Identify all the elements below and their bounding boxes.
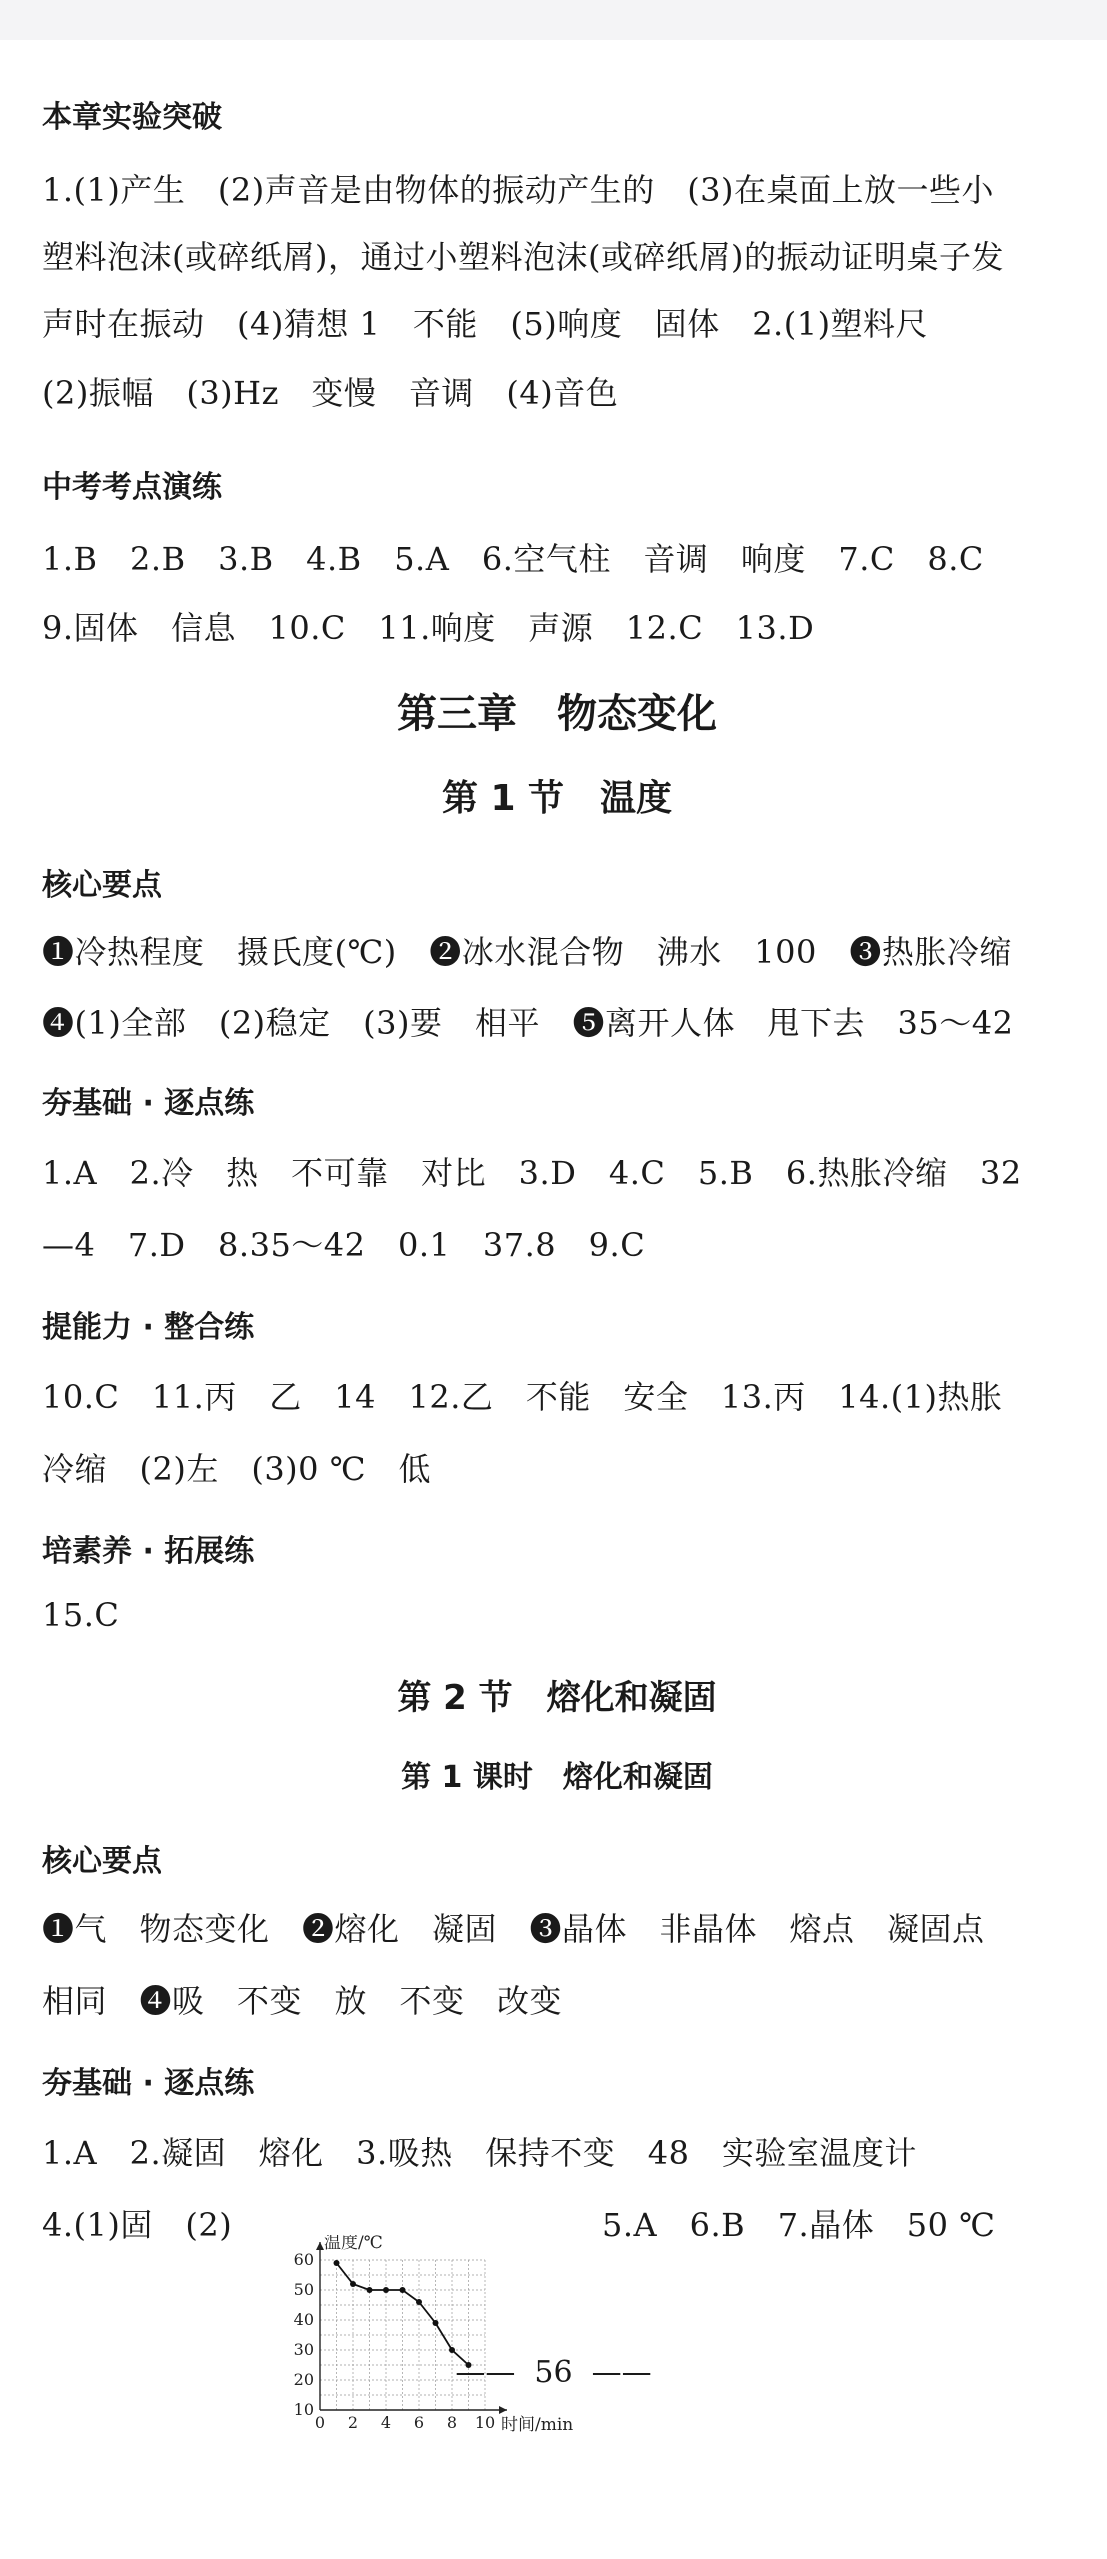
section-heading-basic: 夯基础 · 逐点练 bbox=[42, 1086, 255, 1121]
x-tick-label: 4 bbox=[380, 2413, 392, 2432]
section-heading-ability: 提能力 · 整合练 bbox=[42, 1310, 255, 1345]
y-tick-label: 20 bbox=[293, 2370, 314, 2389]
y-axis-arrow bbox=[316, 2242, 324, 2250]
x-tick-label: 10 bbox=[474, 2413, 496, 2432]
x-tick-label: 6 bbox=[413, 2413, 425, 2432]
x-axis-arrow bbox=[499, 2406, 507, 2414]
data-point bbox=[416, 2299, 422, 2305]
lesson-title: 第 1 节 温度 bbox=[441, 778, 673, 819]
text-line: 1.(1)产生 (2)声音是由物体的振动产生的 (3)在桌面上放一些小 bbox=[42, 171, 995, 209]
y-tick-label: 30 bbox=[293, 2340, 314, 2359]
text-line: 声时在振动 (4)猜想 1 不能 (5)响度 固体 2.(1)塑料尺 bbox=[42, 305, 929, 343]
footer-dash: —— bbox=[455, 2355, 516, 2390]
chapter-title: 第三章 物态变化 bbox=[397, 691, 717, 737]
section-heading-basic: 夯基础 · 逐点练 bbox=[42, 2066, 255, 2101]
x-tick-label: 0 bbox=[314, 2413, 326, 2432]
temperature-time-chart bbox=[272, 2235, 602, 2449]
data-point bbox=[334, 2260, 340, 2266]
text-line: 1.A 2.冷 热 不可靠 对比 3.D 4.C 5.B 6.热胀冷缩 32 bbox=[42, 1154, 1022, 1192]
text-line: 9.固体 信息 10.C 11.响度 声源 12.C 13.D bbox=[42, 609, 815, 647]
data-point bbox=[449, 2347, 455, 2353]
data-point bbox=[350, 2281, 356, 2287]
top-band bbox=[0, 0, 1107, 40]
text-line: 相同 ❹吸 不变 放 不变 改变 bbox=[42, 1982, 563, 2020]
text-line: 15.C bbox=[42, 1596, 120, 1634]
section-heading-core: 核心要点 bbox=[42, 1844, 162, 1879]
text-line: 1.B 2.B 3.B 4.B 5.A 6.空气柱 音调 响度 7.C 8.C bbox=[42, 540, 984, 578]
text-line: 1.A 2.凝固 熔化 3.吸热 保持不变 48 实验室温度计 bbox=[42, 2134, 917, 2172]
page-footer bbox=[0, 2355, 1107, 2390]
text-line: —4 7.D 8.35～42 0.1 37.8 9.C bbox=[42, 1226, 646, 1264]
text-line: ❶气 物态变化 ❷熔化 凝固 ❸晶体 非晶体 熔点 凝固点 bbox=[42, 1910, 985, 1948]
text-line: 冷缩 (2)左 (3)0 ℃ 低 bbox=[42, 1450, 431, 1488]
section-heading-core: 核心要点 bbox=[42, 868, 162, 903]
page-number: 56 bbox=[534, 2355, 573, 2390]
text-line: 4.(1)固 (2) bbox=[42, 2206, 233, 2244]
text-line: ❹(1)全部 (2)稳定 (3)要 相平 ❺离开人体 甩下去 35～42 bbox=[42, 1004, 1014, 1042]
section-heading-extend: 培素养 · 拓展练 bbox=[42, 1534, 255, 1569]
text-line: ❶冷热程度 摄氏度(℃) ❷冰水混合物 沸水 100 ❸热胀冷缩 bbox=[42, 933, 1012, 971]
y-tick-label: 10 bbox=[293, 2400, 314, 2419]
data-point bbox=[433, 2320, 439, 2326]
text-line: 塑料泡沫(或碎纸屑)，通过小塑料泡沫(或碎纸屑)的振动证明桌子发 bbox=[42, 238, 1004, 276]
y-tick-label: 60 bbox=[293, 2250, 314, 2269]
data-point bbox=[400, 2287, 406, 2293]
data-point bbox=[367, 2287, 373, 2293]
y-tick-label: 40 bbox=[293, 2310, 314, 2329]
section-heading-exam-practice: 中考考点演练 bbox=[42, 470, 222, 505]
y-tick-label: 50 bbox=[293, 2280, 314, 2299]
text-line: 10.C 11.丙 乙 14 12.乙 不能 安全 13.丙 14.(1)热胀 bbox=[42, 1378, 1003, 1416]
lesson-subtitle: 第 1 课时 熔化和凝固 bbox=[401, 1760, 713, 1795]
y-axis-label: 温度/℃ bbox=[324, 2235, 383, 2253]
data-point bbox=[383, 2287, 389, 2293]
text-line: 5.A 6.B 7.晶体 50 ℃ bbox=[602, 2206, 996, 2244]
x-tick-label: 2 bbox=[347, 2413, 359, 2432]
x-tick-label: 8 bbox=[446, 2413, 458, 2432]
section-heading-experiments: 本章实验突破 bbox=[42, 100, 222, 135]
text-line: (2)振幅 (3)Hz 变慢 音调 (4)音色 bbox=[42, 374, 619, 412]
lesson-title: 第 2 节 熔化和凝固 bbox=[397, 1678, 717, 1718]
x-axis-label: 时间/min bbox=[501, 2415, 574, 2435]
footer-dash: —— bbox=[591, 2355, 652, 2390]
